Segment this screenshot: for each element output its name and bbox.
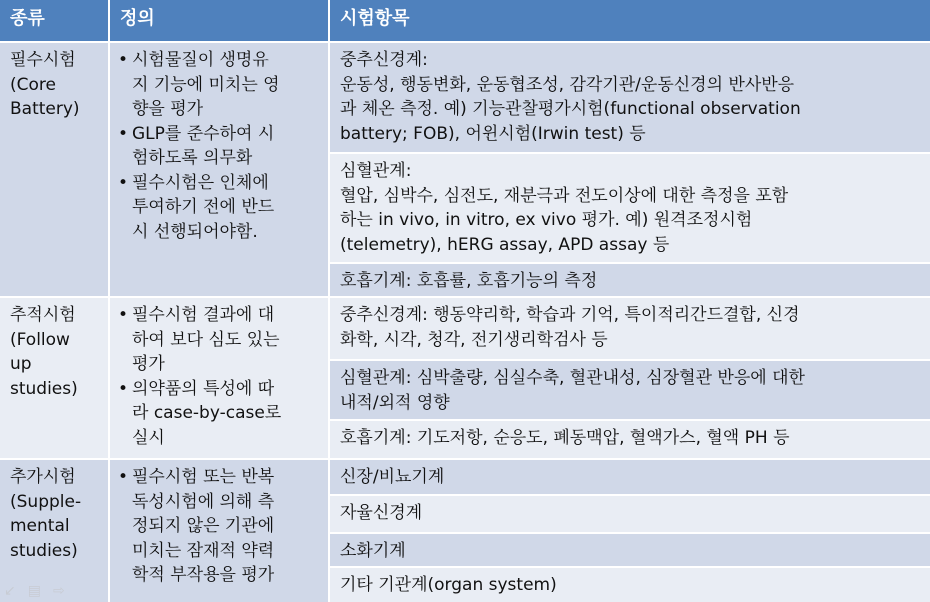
definition-cell-followup bbox=[110, 298, 328, 458]
kind-cell-followup: 추적시험 (Follow up studies) bbox=[0, 298, 108, 458]
definition-bullet: • 시험물질이 생명유 지 기능에 미치는 영 향을 평가 bbox=[118, 50, 280, 119]
test-cell-cardio-followup: 심혈관계: 심박출량, 심실수축, 혈관내성, 심장혈관 반응에 대한 내적/외적 영향 bbox=[330, 361, 930, 419]
definition-bullet: • GLP를 준수하여 시 험하도록 의무화 bbox=[118, 123, 275, 168]
kind-cell-core: 필수시험 (Core Battery) bbox=[0, 43, 108, 296]
test-cell-other-organ: 기타 기관계(organ system) bbox=[330, 568, 930, 602]
definition-bullet: • 필수시험 또는 반복 독성시험에 의해 측 정되지 않은 기관에 미치는 잠재적 약력 학적 부작용을 평가 bbox=[118, 467, 275, 585]
test-cell-cardio-core: 심혈관계: 혈압, 심박수, 심전도, 재분극과 전도이상에 대한 측정을 포함 하는 in vivo, in vitro, ex vivo 평가. 예) 원격조정시험 (telemetry), hERG assay, APD assay 등 bbox=[330, 154, 930, 262]
pen-icon[interactable]: ↙ bbox=[4, 583, 16, 599]
menu-icon[interactable]: ▤ bbox=[27, 583, 41, 599]
test-cell-digestive: 소화기계 bbox=[330, 534, 930, 566]
definition-cell-supplemental bbox=[110, 460, 328, 602]
test-cell-autonomic: 자율신경계 bbox=[330, 496, 930, 532]
next-arrow-icon[interactable]: ⇨ bbox=[52, 583, 65, 599]
test-cell-renal: 신장/비뇨기계 bbox=[330, 460, 930, 494]
header-test-items: 시험항목 bbox=[330, 0, 930, 41]
test-cell-cns-followup: 중추신경계: 행동약리학, 학습과 기억, 특이적리간드결합, 신경 화학, 시각, 청각, 전기생리학검사 등 bbox=[330, 298, 930, 359]
header-definition: 정의 bbox=[110, 0, 328, 41]
definition-bullet: • 의약품의 특성에 따 라 case-by-case로 실시 bbox=[118, 378, 282, 448]
definition-bullet: • 필수시험 결과에 대 하여 보다 심도 있는 평가 bbox=[118, 305, 280, 374]
test-cell-cns-core: 중추신경계: 운동성, 행동변화, 운동협조성, 감각기관/운동신경의 반사반응 과 체온 측정. 예) 기능관찰평가시험(functional observation battery; FOB), 어윈시험(Irwin test) 등 bbox=[330, 43, 930, 152]
kind-cell-supplemental: 추가시험 (Supple- mental studies) bbox=[0, 460, 108, 602]
definition-cell-core bbox=[110, 43, 328, 296]
slide-nav[interactable] bbox=[4, 583, 77, 599]
test-cell-resp-followup: 호흡기계: 기도저항, 순응도, 폐동맥압, 혈액가스, 혈액 PH 등 bbox=[330, 421, 930, 458]
test-cell-resp-core: 호흡기계: 호흡률, 호흡기능의 측정 bbox=[330, 264, 930, 296]
header-kind: 종류 bbox=[0, 0, 108, 41]
definition-bullet: • 필수시험은 인체에 투여하기 전에 반드 시 선행되어야함. bbox=[118, 172, 275, 242]
